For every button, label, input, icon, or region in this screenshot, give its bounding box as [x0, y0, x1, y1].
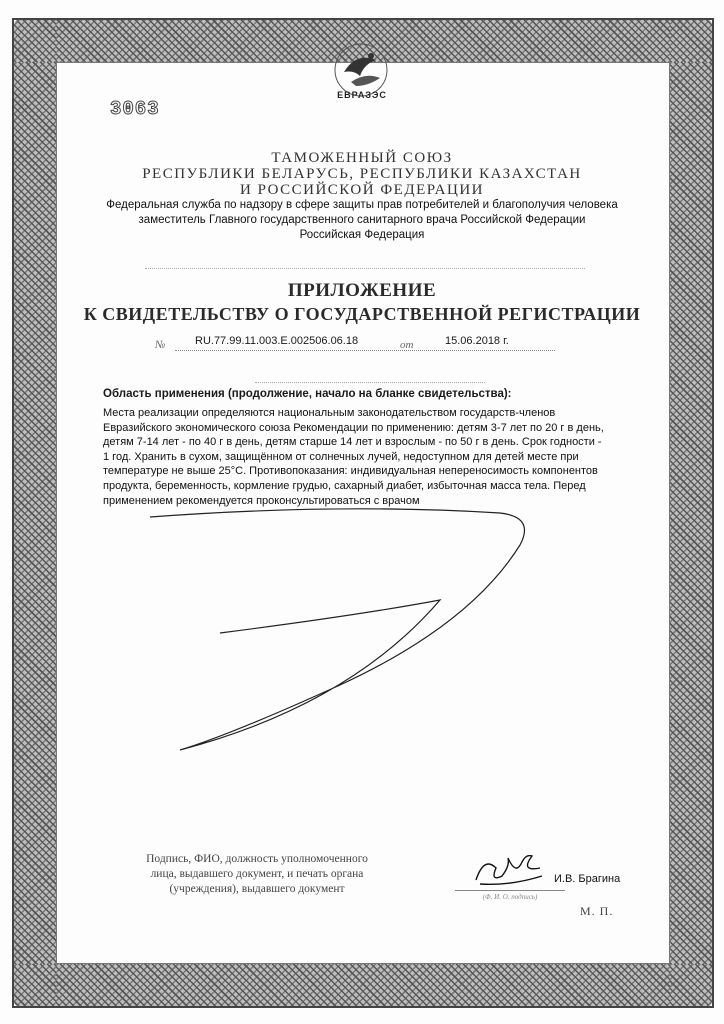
scope-text [103, 406, 633, 508]
title-line-2: К СВИДЕТЕЛЬСТВУ О ГОСУДАРСТВЕННОЙ РЕГИСТРАЦИИ [83, 304, 641, 324]
scope-line: температуре не выше 25°С. Противопоказания: индивидуальная непереносимость компонентов [103, 465, 598, 478]
separator-line [255, 382, 485, 383]
caption-line-1: Подпись, ФИО, должность уполномоченного [146, 853, 368, 865]
scope-line: применением рекомендуется проконсультироваться с врачом [103, 494, 420, 507]
scope-line: детям 7-14 лет - по 40 г в день, детям старше 14 лет и взрослым - по 50 г в день. Срок годности - [103, 436, 602, 449]
agency-line-3: Российская Федерация [299, 229, 425, 241]
eurasec-emblem-icon [316, 42, 406, 112]
scope-line: продукта, беременность, кормление грудью, сахарный диабет, избыточная масса тела. Перед [103, 479, 586, 492]
signature-line [455, 890, 565, 891]
handwritten-signature [470, 846, 550, 892]
title-line-1: ПРИЛОЖЕНИЕ [287, 280, 437, 301]
signer-name: И.В. Брагина [554, 873, 621, 885]
serial-number: 3063 [110, 98, 160, 120]
number-prefix: № [155, 339, 166, 351]
separator-line [145, 268, 585, 269]
signature-sublabel: (Ф. И. О. подпись) [482, 893, 538, 901]
registration-row [155, 335, 575, 353]
z-strikethrough-mark [140, 505, 620, 765]
issuing-agency [100, 198, 624, 243]
header-line-1: ТАМОЖЕННЫЙ СОЮЗ [271, 150, 453, 166]
signature-caption [102, 852, 412, 897]
scope-line: Места реализации определяются национальным законодательством государств-членов [103, 407, 556, 419]
caption-line-3: (учреждения), выдавшего документ [169, 883, 345, 895]
registration-date: 15.06.2018 г. [445, 335, 509, 347]
registration-underline [175, 350, 555, 351]
logo-text: ЕВРАЗЭС [337, 90, 387, 100]
scope-label: Область применения (продолжение, начало на бланке свидетельства): [103, 388, 512, 400]
customs-union-header [100, 150, 624, 198]
scope-line: Евразийского экономического союза Рекомендации по применению: детям 3-7 лет по 20 г в день, [103, 421, 604, 434]
registration-number: RU.77.99.11.003.Е.002506.06.18 [195, 335, 359, 347]
header-line-3: И РОССИЙСКОЙ ФЕДЕРАЦИИ [239, 182, 484, 198]
document-title [80, 280, 644, 326]
scope-line: 1 год. Хранить в сухом, защищённом от солнечных лучей, недоступном для детей месте при [103, 450, 579, 463]
agency-line-2: заместитель Главного государственного санитарного врача Российской Федерации [138, 214, 586, 226]
agency-line-1: Федеральная служба по надзору в сфере защиты прав потребителей и благополучия человека [106, 199, 618, 211]
caption-line-2: лица, выдавшего документ, и печать органа [150, 868, 364, 880]
date-prefix: от [400, 339, 414, 351]
stamp-place-label: М. П. [580, 904, 614, 918]
header-line-2: РЕСПУБЛИКИ БЕЛАРУСЬ, РЕСПУБЛИКИ КАЗАХСТАН [142, 166, 582, 182]
